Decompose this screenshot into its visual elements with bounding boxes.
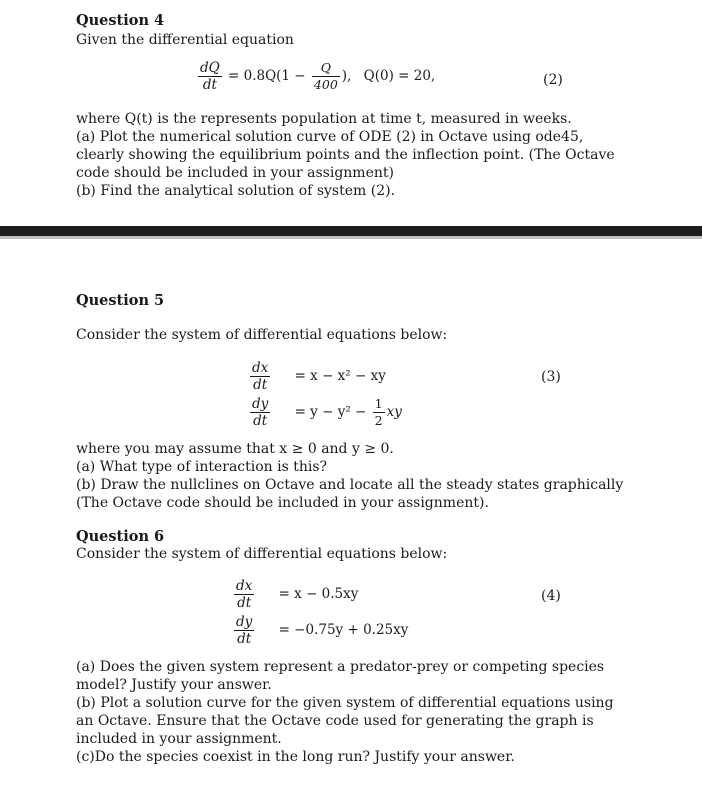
q5-title: Question 5 bbox=[76, 292, 165, 309]
q4-initial-condition: Q(0) = 20, bbox=[363, 68, 436, 84]
q6-line: (c)Do the species coexist in the long run? Justify your answer. bbox=[76, 749, 515, 765]
q4-equation-number: (2) bbox=[543, 72, 563, 88]
q5-eq2-rhs-b: xy bbox=[386, 404, 402, 420]
q6-body bbox=[76, 658, 614, 766]
q4-inner-den: 400 bbox=[313, 77, 338, 92]
q5-eq1-num: dx bbox=[252, 360, 269, 376]
q5-line: where you may assume that x ≥ 0 and y ≥ 0. bbox=[76, 441, 394, 457]
q6-eq1-rhs: = x − 0.5xy bbox=[278, 586, 359, 602]
q6-line: model? Justify your answer. bbox=[76, 677, 272, 693]
q5-body bbox=[76, 440, 623, 512]
q6-eq1-den: dt bbox=[237, 595, 252, 611]
q5-equation-number: (3) bbox=[541, 369, 561, 385]
q6-title: Question 6 bbox=[76, 528, 165, 545]
q4-equation bbox=[196, 60, 435, 93]
q6-line: (b) Plot a solution curve for the given system of differential equations using bbox=[76, 695, 614, 711]
q5-line: (b) Draw the nullclines on Octave and locate all the steady states graphically bbox=[76, 477, 624, 493]
q6-line: (a) Does the given system represent a predator-prey or competing species bbox=[76, 659, 605, 675]
q4-line: code should be included in your assignment) bbox=[76, 165, 394, 181]
q4-title: Question 4 bbox=[76, 12, 165, 29]
q6-eq2-den: dt bbox=[237, 631, 252, 647]
q5-eq2-rhs-a: = y − y² − bbox=[294, 404, 367, 420]
q4-body bbox=[76, 110, 615, 200]
q6-equation-2 bbox=[232, 614, 408, 647]
q6-intro: Consider the system of differential equations below: bbox=[76, 546, 448, 562]
q5-line: (a) What type of interaction is this? bbox=[76, 459, 328, 475]
q6-equation-1 bbox=[232, 578, 358, 611]
q6-eq1-num: dx bbox=[236, 578, 253, 594]
page-divider-shadow bbox=[0, 236, 702, 239]
q4-line: where Q(t) is the represents population at time t, measured in weeks. bbox=[76, 111, 572, 127]
q5-half-den: 2 bbox=[374, 413, 383, 428]
q5-half-num: 1 bbox=[374, 396, 383, 411]
q6-line: an Octave. Ensure that the Octave code used for generating the graph is bbox=[76, 713, 594, 729]
page-divider bbox=[0, 226, 702, 236]
q5-eq1-den: dt bbox=[253, 377, 268, 393]
q4-line: (a) Plot the numerical solution curve of ODE (2) in Octave using ode45, bbox=[76, 129, 584, 145]
q6-eq2-rhs: = −0.75y + 0.25xy bbox=[278, 622, 409, 638]
q4-inner-num: Q bbox=[312, 60, 340, 77]
q5-intro: Consider the system of differential equations below: bbox=[76, 327, 448, 343]
q5-eq2-num: dy bbox=[252, 396, 269, 412]
q4-rhs-a: = 0.8Q(1 − bbox=[228, 68, 306, 84]
q5-eq1-rhs: = x − x² − xy bbox=[294, 368, 386, 384]
q4-rhs-b: ), bbox=[341, 68, 352, 84]
q6-equation-number: (4) bbox=[541, 588, 561, 604]
q4-lhs-den: dt bbox=[202, 77, 217, 93]
q4-intro: Given the differential equation bbox=[76, 32, 294, 48]
q5-equation-1 bbox=[248, 360, 386, 393]
q4-line: clearly showing the equilibrium points and the inflection point. (The Octave bbox=[76, 147, 615, 163]
q6-line: included in your assignment. bbox=[76, 731, 282, 747]
q4-line: (b) Find the analytical solution of system (2). bbox=[76, 183, 396, 199]
q5-line: (The Octave code should be included in your assignment). bbox=[76, 495, 489, 511]
q6-eq2-num: dy bbox=[236, 614, 253, 630]
q5-eq2-den: dt bbox=[253, 413, 268, 429]
q4-lhs-num: dQ bbox=[200, 60, 220, 76]
q5-equation-2 bbox=[248, 396, 402, 429]
